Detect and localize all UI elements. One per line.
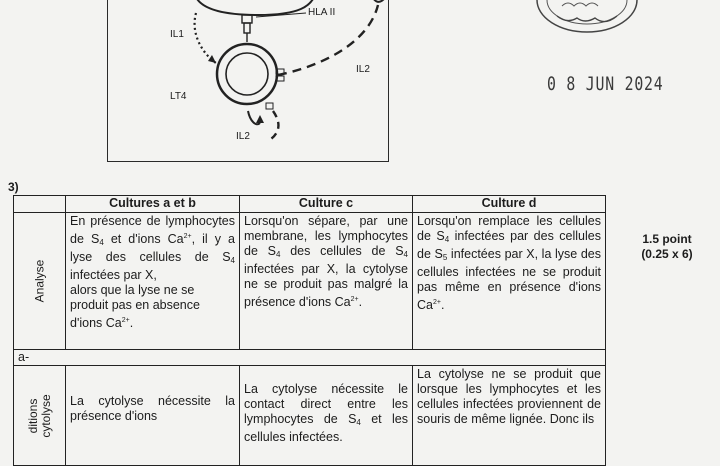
- analyse-d-text: Lorsqu'on remplace les cellules de $S_4$ infectées par des cellules de $S_5$ infectées par X, la lyse des cellules infectées ne se produit pas même en présence d'ions $Ca^{2+}$.: [417, 214, 601, 312]
- lt4-label: LT4: [170, 91, 187, 102]
- analyse-ab-text-2: alors que la lyse ne se produit pas en absence d'ions $Ca^{2+}$.: [70, 283, 200, 330]
- analyse-c-text: Lorsqu'on sépare, par une membrane, les lymphocytes de $S_4$ des cellules de $S_4$ infectées par X, la cytolyse ne se produit pas malgré la présence d'ions $Ca^{2+}$.: [244, 214, 408, 309]
- header-culture-d: Culture d: [413, 196, 606, 213]
- subheader-cell: [14, 350, 606, 366]
- conditions-row: [14, 366, 606, 466]
- hla-label: HLA II: [308, 7, 336, 18]
- answer-table: [13, 195, 606, 466]
- conditions-d-cell: [413, 366, 606, 466]
- subheader-row: [14, 350, 606, 366]
- conditions-label-cell: [14, 366, 66, 466]
- analyse-ab-cell: [66, 213, 240, 350]
- points-label: [622, 232, 712, 262]
- question-number: 3): [8, 180, 19, 194]
- analyse-row: [14, 213, 606, 350]
- stamp-date: 0 8 JUN 2024: [547, 73, 664, 95]
- corner-cell: [14, 196, 66, 213]
- subheader-label: a-: [18, 350, 30, 364]
- points-value: 1.5 point: [642, 232, 692, 246]
- il2-bottom-label: IL2: [236, 131, 250, 142]
- analyse-c-cell: [240, 213, 413, 350]
- official-seal-icon: [532, 0, 642, 36]
- conditions-ab-cell: [66, 366, 240, 466]
- il2-right-label: IL2: [356, 64, 370, 75]
- points-breakdown: (0.25 x 6): [641, 247, 693, 261]
- header-cultures-ab: Cultures a et b: [66, 196, 240, 213]
- diagram-frame: [107, 0, 389, 162]
- analyse-label-cell: [14, 213, 66, 350]
- conditions-label: ditions cytolyse: [25, 393, 53, 438]
- table-header-row: [14, 196, 606, 213]
- conditions-c-cell: [240, 366, 413, 466]
- conditions-c-text: La cytolyse nécessite le contact direct entre les lymphocytes de $S_4$ et les cellules infectées.: [244, 382, 408, 444]
- il1-label: IL1: [170, 29, 184, 40]
- conditions-d-text: La cytolyse ne se produit que lorsque les lymphocytes et les cellules infectées proviennent de souris de même lignée. Donc ils: [417, 367, 601, 426]
- conditions-ab-text: La cytolyse nécessite la présence d'ions: [70, 394, 235, 423]
- analyse-ab-text-1: En présence de lymphocytes de $S_4$ et d'ions $Ca^{2+}$, il y a lyse des cellules de $S_4$ infectées par X,: [70, 214, 236, 282]
- analyse-d-cell: [413, 213, 606, 350]
- header-culture-c: Culture c: [240, 196, 413, 213]
- analyse-label: Analyse: [32, 259, 46, 303]
